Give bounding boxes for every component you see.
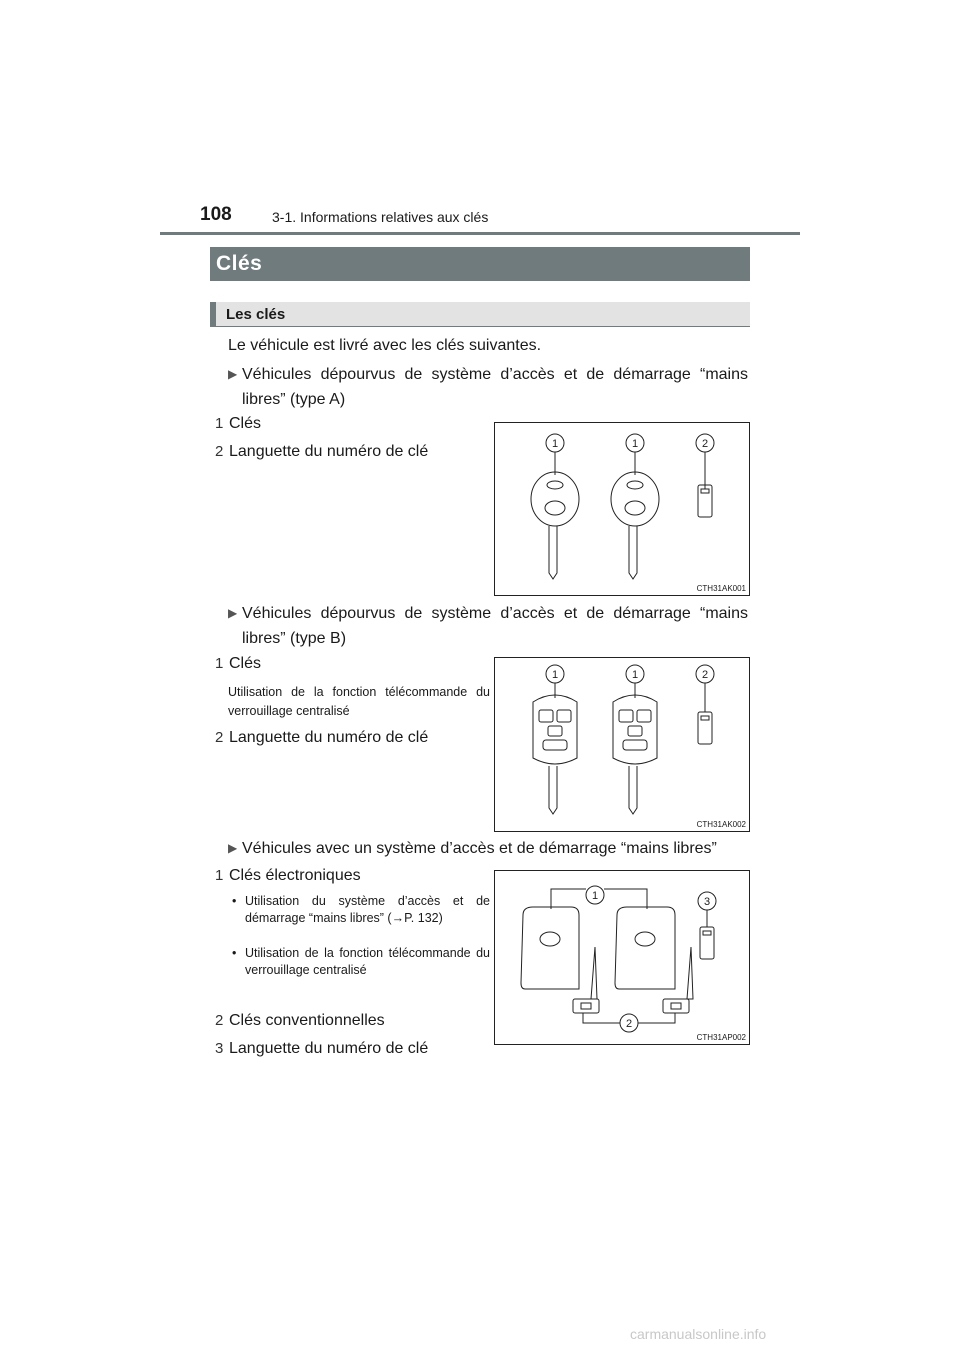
figure-keys-type-b — [494, 657, 750, 832]
item-mechanical-keys: 2 Clés conventionnelles — [215, 1012, 385, 1029]
triangle-bullet-icon: ▶ — [228, 606, 238, 620]
item-number: 2 — [215, 729, 224, 746]
intro-text: Le véhicule est livré avec les clés suivantes. — [228, 337, 542, 354]
item-tag-c: 3 Languette du numéro de clé — [215, 1040, 429, 1057]
section-bar — [210, 247, 750, 281]
header-rule — [160, 232, 800, 235]
sub-bullet-smart-entry: • Utilisation du système d’accès et de démarrage “mains libres” (→P. 132) — [232, 894, 490, 925]
svg-text:1: 1 — [591, 890, 599, 902]
item-tag-a: 2 Languette du numéro de clé — [215, 443, 429, 460]
subsection-bar — [210, 302, 750, 327]
svg-text:1: 1 — [551, 669, 559, 681]
subsection-title: Les clés — [226, 306, 286, 323]
section-title: Clés — [216, 252, 263, 275]
svg-text:1: 1 — [631, 669, 639, 681]
item-number: 2 — [215, 443, 224, 460]
figure-code-b: CTH31AK002 — [696, 820, 746, 829]
item-number: 2 — [215, 1012, 224, 1029]
svg-text:2: 2 — [701, 438, 709, 450]
block-heading-type-a: ▶ Véhicules dépourvus de système d’accès et de démarrage “mains libres” (type A) — [228, 362, 748, 412]
item-number: 3 — [215, 1040, 224, 1057]
figure-smart-keys — [494, 870, 750, 1045]
footer-watermark: carmanualsonline.info — [630, 1326, 767, 1342]
item-keys-a: 1 Clés — [215, 415, 262, 432]
running-header: 3-1. Informations relatives aux clés — [272, 209, 489, 225]
sub-bullet-remote: • Utilisation de la fonction télécommande du verrouillage centralisé — [232, 946, 490, 977]
item-number: 1 — [215, 655, 224, 672]
triangle-bullet-icon: ▶ — [228, 841, 238, 855]
svg-text:2: 2 — [625, 1018, 633, 1030]
figure-code-a: CTH31AK001 — [696, 584, 746, 593]
svg-text:1: 1 — [631, 438, 639, 450]
figure-code-c: CTH31AP002 — [696, 1033, 746, 1042]
item-electronic-keys: 1 Clés électroniques — [215, 867, 361, 884]
page-number: 108 — [200, 204, 232, 225]
block-heading-smart: ▶ Véhicules avec un système d’accès et de démarrage “mains libres” — [228, 836, 748, 861]
block-heading-type-b: ▶ Véhicules dépourvus de système d’accès et de démarrage “mains libres” (type B) — [228, 601, 748, 651]
item-number: 1 — [215, 415, 224, 432]
item-number: 1 — [215, 867, 224, 884]
figure-keys-type-a — [494, 422, 750, 596]
triangle-bullet-icon: ▶ — [228, 367, 238, 381]
svg-text:3: 3 — [703, 896, 711, 908]
item-keys-b: 1 Clés — [215, 655, 262, 672]
item-note-b: Utilisation de la fonction télécommande du verrouillage centralisé — [228, 685, 490, 718]
svg-text:1: 1 — [551, 438, 559, 450]
item-tag-b: 2 Languette du numéro de clé — [215, 729, 429, 746]
svg-text:2: 2 — [701, 669, 709, 681]
